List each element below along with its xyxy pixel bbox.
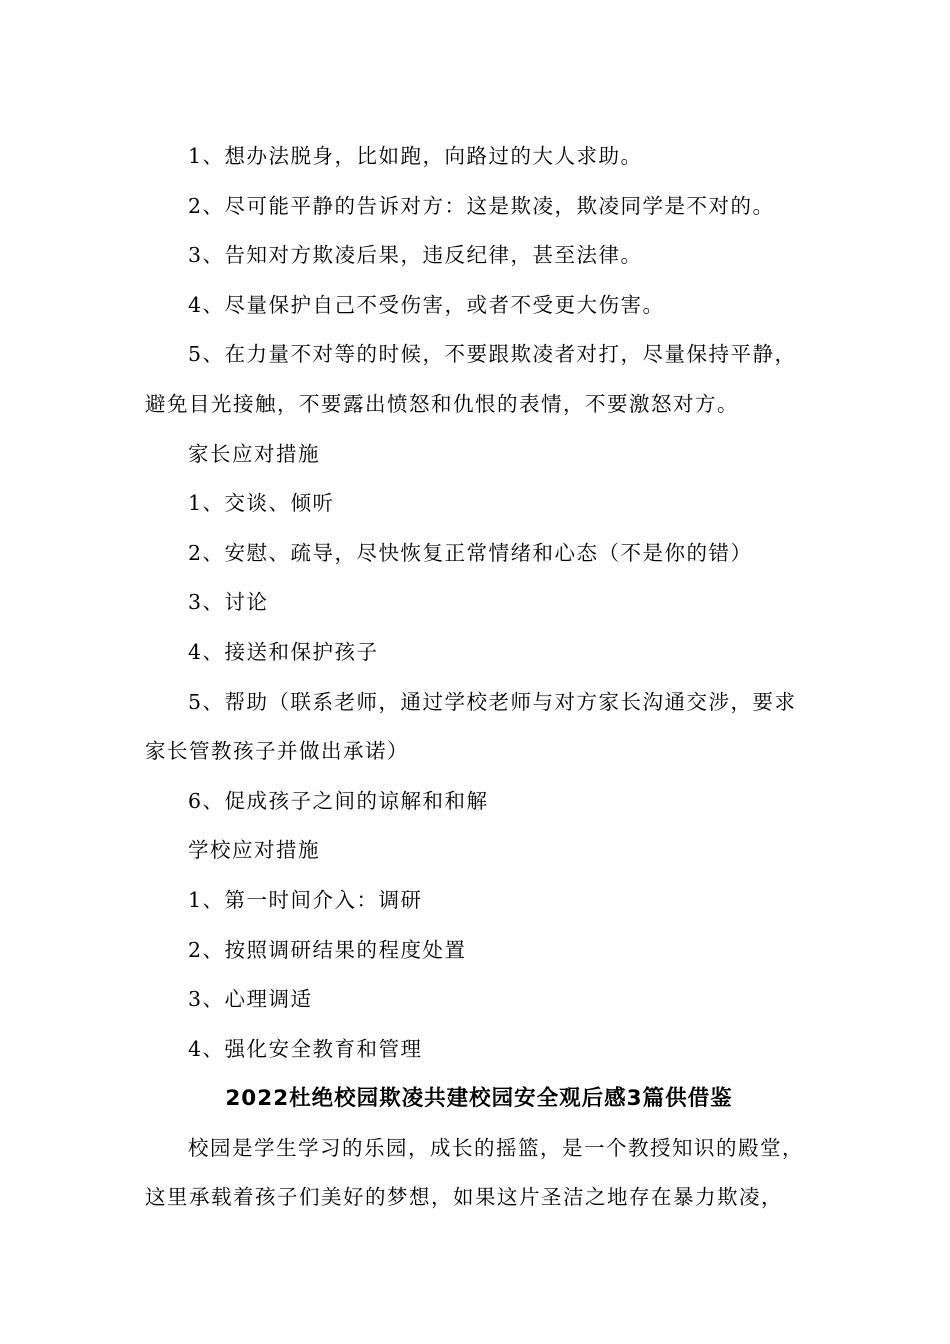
paragraph-line: 4、尽量保护自己不受伤害，或者不受更大伤害。 [188, 292, 665, 317]
paragraph-line: 4、强化安全教育和管理 [188, 1036, 423, 1061]
paragraph-line: 3、心理调适 [188, 987, 313, 1012]
paragraph-line: 2、按照调研结果的程度处置 [188, 937, 467, 962]
paragraph-line: 5、帮助（联系老师，通过学校老师与对方家长沟通交涉，要求 [188, 689, 797, 714]
paragraph-line: 5、在力量不对等的时候，不要跟欺凌者对打，尽量保持平静， [188, 342, 797, 367]
paragraph-line: 3、讨论 [188, 590, 269, 615]
paragraph-line: 6、促成孩子之间的谅解和和解 [188, 788, 489, 813]
article-title: 2022杜绝校园欺凌共建校园安全观后感3篇供借鉴 [225, 1086, 733, 1112]
paragraph-line: 2、安慰、疏导，尽快恢复正常情绪和心态（不是你的错） [188, 540, 753, 565]
section-subheading: 家长应对措施 [188, 441, 320, 466]
paragraph-line: 校园是学生学习的乐园，成长的摇篮，是一个教授知识的殿堂， [188, 1135, 804, 1160]
paragraph-line: 家长管教孩子并做出承诺） [145, 739, 409, 764]
paragraph-line: 这里承载着孩子们美好的梦想，如果这片圣洁之地存在暴力欺凌， [145, 1185, 783, 1210]
paragraph-line: 2、尽可能平静的告诉对方：这是欺凌，欺凌同学是不对的。 [188, 193, 775, 218]
paragraph-line: 4、接送和保护孩子 [188, 639, 379, 664]
document-body [145, 132, 813, 1223]
paragraph-line: 1、交谈、倾听 [188, 491, 335, 516]
paragraph-line: 1、想办法脱身，比如跑，向路过的大人求助。 [188, 144, 643, 168]
paragraph-line: 3、告知对方欺凌后果，违反纪律，甚至法律。 [188, 243, 643, 268]
paragraph-line: 1、第一时间介入：调研 [188, 887, 423, 912]
section-subheading: 学校应对措施 [188, 838, 320, 863]
paragraph-line: 避免目光接触，不要露出愤怒和仇恨的表情，不要激怒对方。 [145, 391, 739, 416]
